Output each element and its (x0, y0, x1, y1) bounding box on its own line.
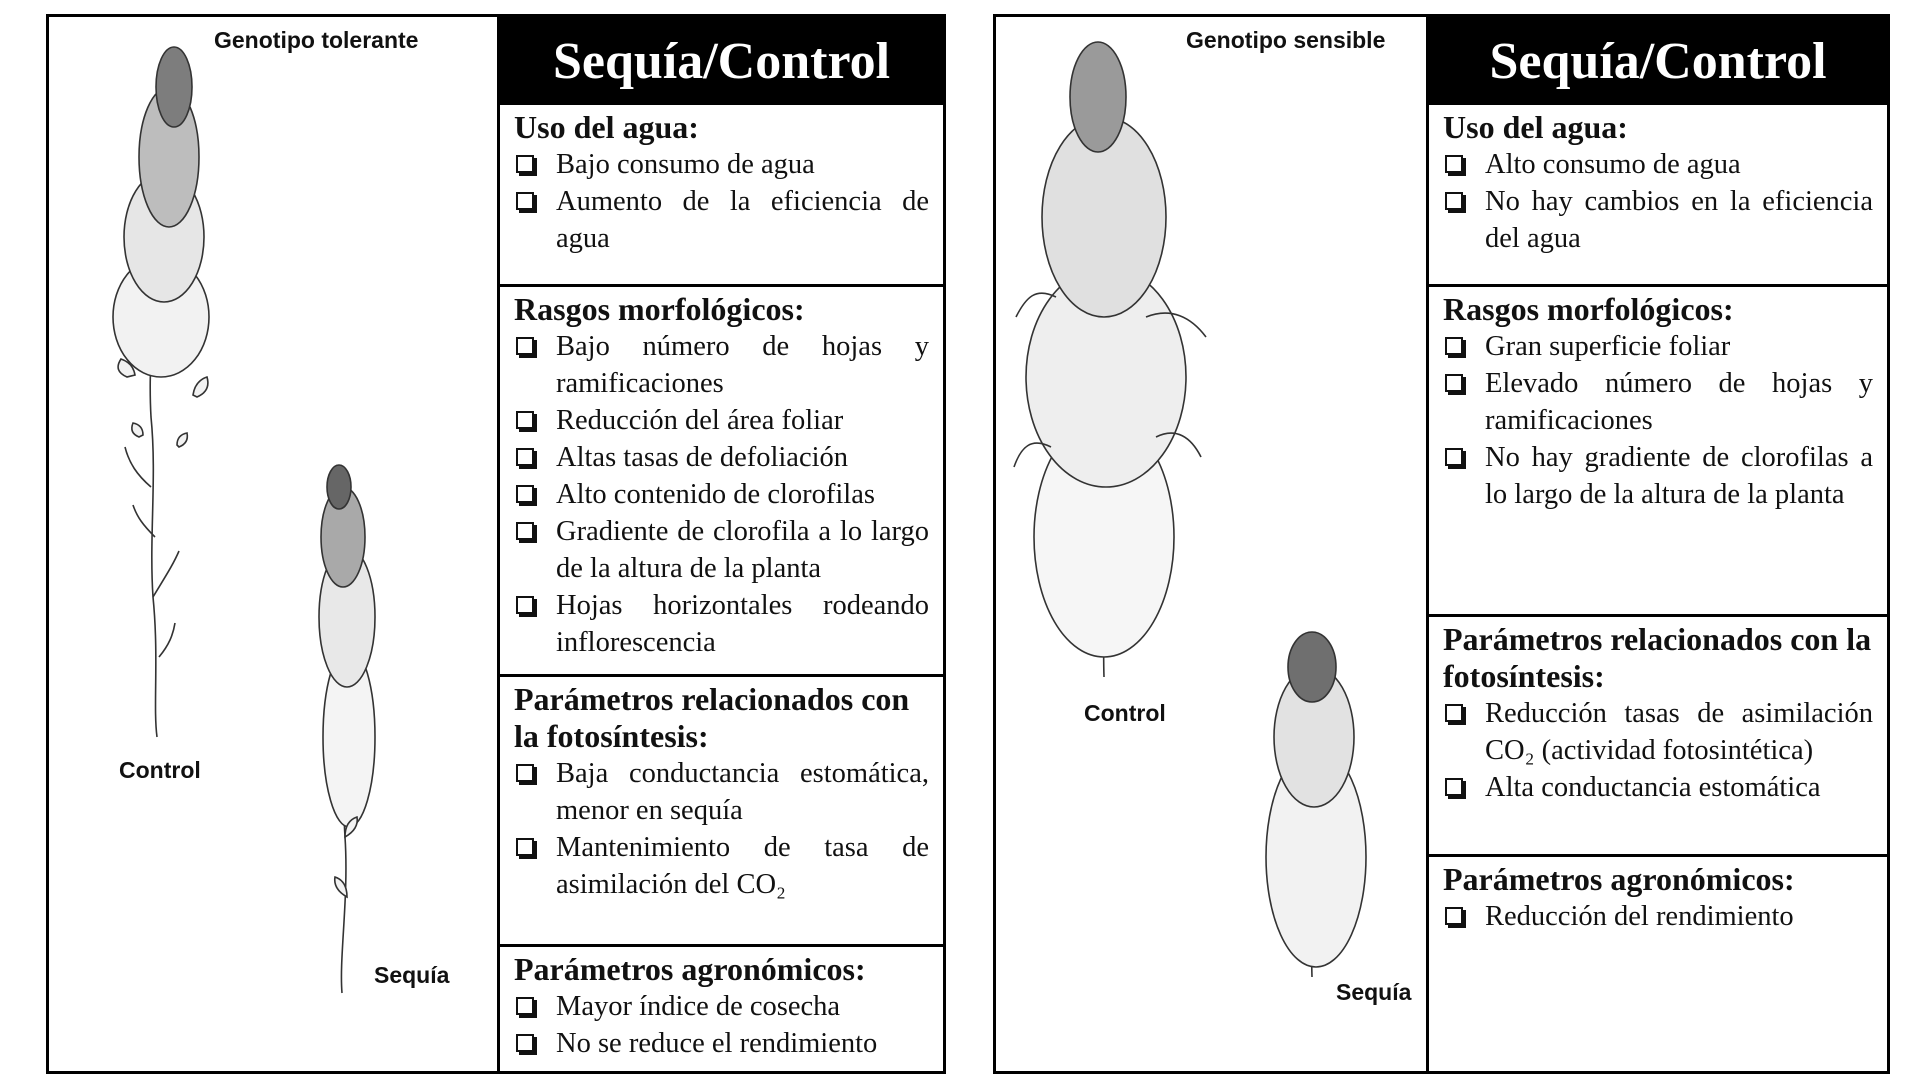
traits-column (1429, 17, 1887, 1071)
checkbox-icon (1445, 778, 1463, 796)
checkbox-icon (1445, 704, 1463, 722)
list-item: Reducción del área foliar (514, 402, 929, 439)
list-item: No hay gradiente de clorofilas a lo largo de la altura de la planta (1443, 439, 1873, 513)
plant-illustrations (49, 17, 497, 1071)
control-label: Control (1084, 700, 1166, 726)
list-item: Altas tasas de defoliación (514, 439, 929, 476)
section-title: Parámetros agronómicos: (1443, 861, 1795, 897)
checkbox-icon (1445, 448, 1463, 466)
list-item: No se reduce el rendimiento (514, 1025, 929, 1062)
illustration-area (49, 17, 500, 1071)
drought-plant-icon (1266, 632, 1366, 977)
list-item: Elevado número de hojas y ramificaciones (1443, 365, 1873, 439)
section-photosynthesis (500, 677, 943, 947)
checkbox-icon (516, 411, 534, 429)
panel-sensitive-genotype (993, 14, 1890, 1074)
drought-label: Sequía (1336, 979, 1412, 1005)
list-item: Bajo consumo de agua (514, 146, 929, 183)
section-agronomic (1429, 857, 1887, 1071)
section-morphological-traits (1429, 287, 1887, 617)
section-water-use (1429, 105, 1887, 287)
section-title: Rasgos morfológicos: (514, 291, 805, 327)
section-agronomic (500, 947, 943, 1071)
checkbox-icon (1445, 907, 1463, 925)
list-item: Reducción tasas de asimilación CO₂ (actividad fotosintética) (1443, 695, 1873, 769)
column-header: Sequía/Control (500, 17, 943, 105)
section-photosynthesis (1429, 617, 1887, 857)
checkbox-icon (516, 596, 534, 614)
list-item: Aumento de la eficiencia de agua (514, 183, 929, 257)
checkbox-icon (516, 192, 534, 210)
drought-plant-icon (319, 465, 375, 993)
list-item: Gran superficie foliar (1443, 328, 1873, 365)
list-item: Alto contenido de clorofilas (514, 476, 929, 513)
checkbox-icon (516, 997, 534, 1015)
traits-column (500, 17, 943, 1071)
plant-illustrations (996, 17, 1426, 1071)
checkbox-icon (516, 485, 534, 503)
checkbox-icon (516, 838, 534, 856)
section-title: Parámetros relacionados con la fotosíntesis: (1443, 621, 1872, 694)
list-item: Mayor índice de cosecha (514, 988, 929, 1025)
section-title: Uso del agua: (514, 109, 699, 145)
list-item: Reducción del rendimiento (1443, 898, 1873, 935)
genotype-label: Genotipo tolerante (214, 27, 419, 53)
column-header: Sequía/Control (1429, 17, 1887, 105)
list-item: Gradiente de clorofila a lo largo de la altura de la planta (514, 513, 929, 587)
genotype-label: Genotipo sensible (1186, 27, 1386, 53)
list-item: Alto consumo de agua (1443, 146, 1873, 183)
section-title: Parámetros relacionados con la fotosíntesis: (514, 681, 910, 754)
section-title: Rasgos morfológicos: (1443, 291, 1734, 327)
list-item: Mantenimiento de tasa de asimilación del CO₂ (514, 829, 929, 903)
checkbox-icon (1445, 337, 1463, 355)
panel-tolerant-genotype (46, 14, 946, 1074)
checkbox-icon (516, 448, 534, 466)
checkbox-icon (1445, 374, 1463, 392)
checkbox-icon (516, 155, 534, 173)
section-title: Parámetros agronómicos: (514, 951, 866, 987)
section-water-use (500, 105, 943, 287)
control-plant-icon (113, 47, 209, 737)
list-item: No hay cambios en la eficiencia del agua (1443, 183, 1873, 257)
checkbox-icon (516, 337, 534, 355)
section-title: Uso del agua: (1443, 109, 1628, 145)
section-morphological-traits (500, 287, 943, 677)
checkbox-icon (1445, 192, 1463, 210)
list-item: Bajo número de hojas y ramificaciones (514, 328, 929, 402)
list-item: Hojas horizontales rodeando inflorescencia (514, 587, 929, 661)
list-item: Baja conductancia estomática, menor en sequía (514, 755, 929, 829)
illustration-area (996, 17, 1429, 1071)
checkbox-icon (516, 522, 534, 540)
checkbox-icon (1445, 155, 1463, 173)
checkbox-icon (516, 1034, 534, 1052)
list-item: Alta conductancia estomática (1443, 769, 1873, 806)
drought-label: Sequía (374, 962, 450, 988)
control-plant-icon (1014, 42, 1206, 677)
control-label: Control (119, 757, 201, 783)
checkbox-icon (516, 764, 534, 782)
